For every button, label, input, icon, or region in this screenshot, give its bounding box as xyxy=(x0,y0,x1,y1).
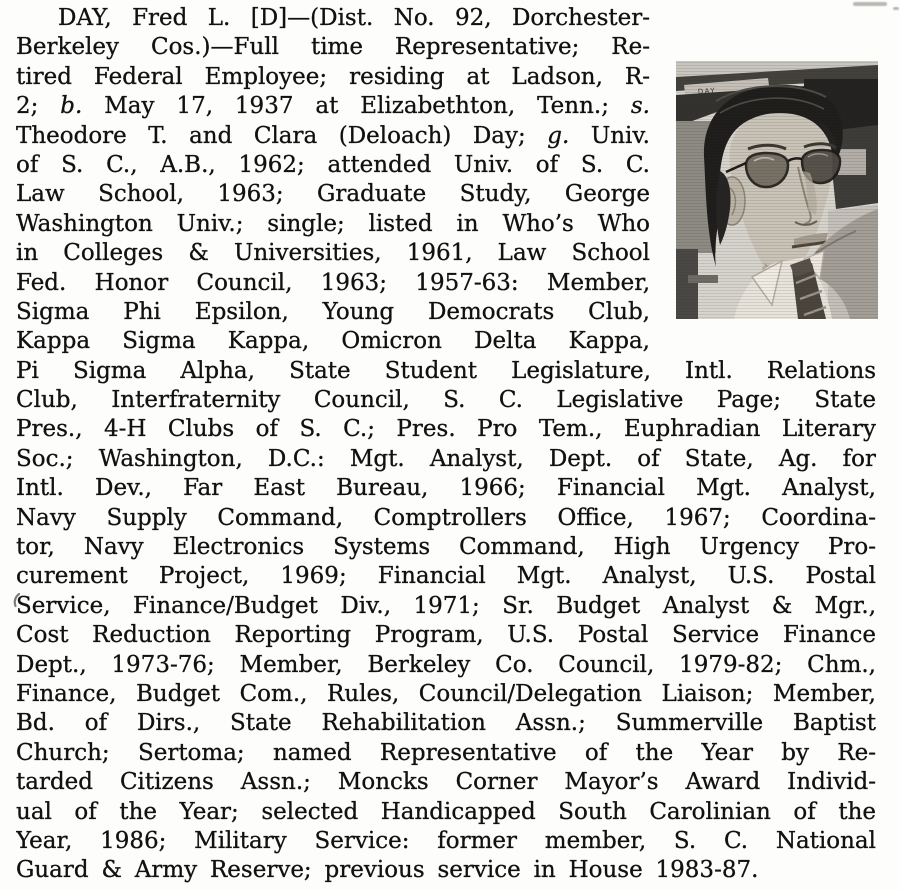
text-line: DAY, Fred L. [D]—(Dist. No. 92, Dorchester- xyxy=(58,5,650,31)
text-line: Club, Interfraternity Council, S. C. Legislative Page; State xyxy=(16,387,876,414)
text-line: Bd. of Dirs., State Rehabilitation Assn.; Summerville Baptist xyxy=(16,710,876,737)
text-line: Guard & Army Reserve; previous service in House 1983-87. xyxy=(16,857,759,884)
text-line: Church; Sertoma; named Representative of the Year by Re- xyxy=(16,739,876,766)
text-line: ual of the Year; selected Handicapped South Carolinian of the xyxy=(16,798,876,825)
text-line: 2; b. May 17, 1937 at Elizabethton, Tenn.; s. xyxy=(16,93,650,120)
text-line: of S. C., A.B., 1962; attended Univ. of S. C. xyxy=(16,151,650,178)
portrait-photo-graphic xyxy=(676,61,878,319)
photo-spine-label: DAY xyxy=(697,86,717,96)
text-line: Intl. Dev., Far East Bureau, 1966; Financial Mgt. Analyst, xyxy=(16,475,876,502)
text-line: Pres., 4-H Clubs of S. C.; Pres. Pro Tem., Euphradian Literary xyxy=(16,416,876,443)
text-line: Dept., 1973-76; Member, Berkeley Co. Council, 1979-82; Chm., xyxy=(16,651,876,678)
text-line: tarded Citizens Assn.; Moncks Corner Mayor’s Award Individ- xyxy=(16,769,876,796)
portrait-photo xyxy=(676,61,878,319)
text-line: in Colleges & Universities, 1961, Law School xyxy=(16,240,650,267)
text-line: tor, Navy Electronics Systems Command, High Urgency Pro- xyxy=(16,534,876,561)
text-line: Year, 1986; Military Service: former member, S. C. National xyxy=(16,827,876,854)
text-line: Kappa Sigma Kappa, Omicron Delta Kappa, xyxy=(16,328,650,355)
text-line: Law School, 1963; Graduate Study, George xyxy=(16,181,650,208)
text-line: Service, Finance/Budget Div., 1971; Sr. Budget Analyst & Mgr., xyxy=(16,592,876,619)
text-line: Theodore T. and Clara (Deloach) Day; g. Univ. xyxy=(16,122,650,149)
bio-text-full-width xyxy=(16,357,876,886)
text-line: Navy Supply Command, Comptrollers Office, 1967; Coordina- xyxy=(16,504,876,531)
halftone-texture xyxy=(676,61,878,319)
text-line: Fed. Honor Council, 1963; 1957-63: Member, xyxy=(16,269,650,296)
text-line: Cost Reduction Reporting Program, U.S. Postal Service Finance xyxy=(16,622,876,649)
text-line: Finance, Budget Com., Rules, Council/Delegation Liaison; Member, xyxy=(16,680,876,707)
text-line: Soc.; Washington, D.C.: Mgt. Analyst, Dept. of State, Ag. for xyxy=(16,445,876,472)
text-line: curement Project, 1969; Financial Mgt. Analyst, U.S. Postal xyxy=(16,563,876,590)
scan-speck xyxy=(853,2,887,6)
ink-smudge-artifact xyxy=(10,592,22,608)
scan-speck xyxy=(893,7,899,10)
bio-text-beside-photo xyxy=(16,4,650,357)
text-line: Washington Univ.; single; listed in Who’s Who xyxy=(16,210,650,237)
text-line: Sigma Phi Epsilon, Young Democrats Club, xyxy=(16,298,650,325)
text-line: Pi Sigma Alpha, State Student Legislature, Intl. Relations xyxy=(16,357,876,384)
text-line: tired Federal Employee; residing at Ladson, R- xyxy=(16,63,650,90)
text-line: Berkeley Cos.)—Full time Representative; Re- xyxy=(16,34,650,61)
